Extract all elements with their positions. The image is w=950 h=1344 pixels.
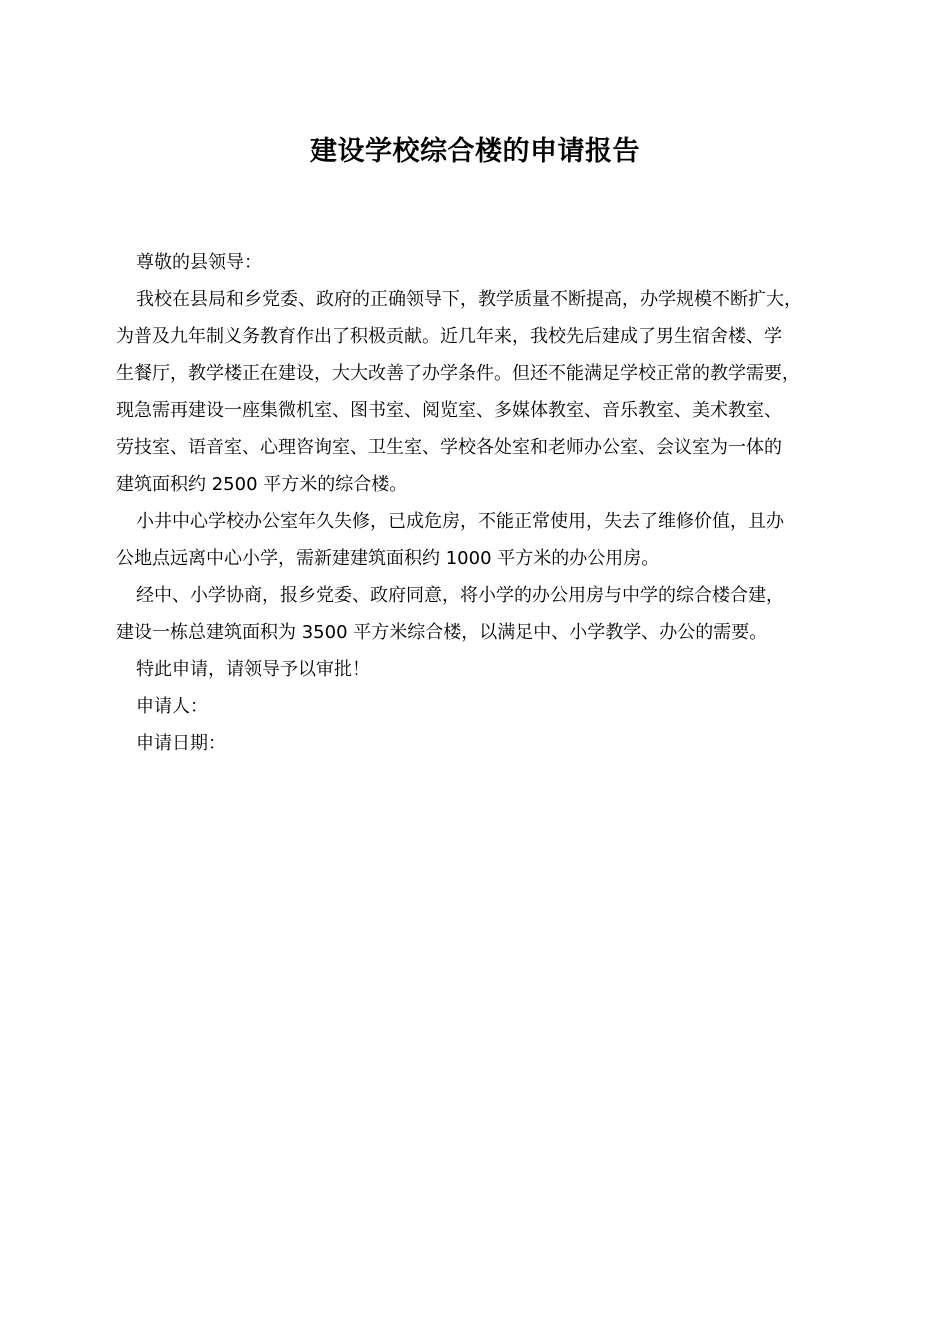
closing-line: 特此申请，请领导予以审批！ bbox=[136, 659, 370, 680]
paragraph-line: 我校在县局和乡党委、政府的正确领导下，教学质量不断提高，办学规模不断扩大， bbox=[136, 289, 802, 310]
paragraph-line: 为普及九年制义务教育作出了积极贡献。近几年来，我校先后建成了男生宿舍楼、学 bbox=[116, 326, 782, 347]
document-title: 建设学校综合楼的申请报告 bbox=[310, 136, 640, 167]
paragraph-line: 劳技室、语音室、心理咨询室、卫生室、学校各处室和老师办公室、会议室为一体的 bbox=[116, 437, 782, 458]
paragraph-2 bbox=[116, 503, 844, 577]
paragraph-3 bbox=[116, 577, 844, 651]
paragraph-line: 经中、小学协商，报乡党委、政府同意，将小学的办公用房与中学的综合楼合建， bbox=[136, 585, 784, 606]
paragraph-line: 现急需再建设一座集微机室、图书室、阅览室、多媒体教室、音乐教室、美术教室、 bbox=[116, 400, 782, 421]
paragraph-line: 公地点远离中心小学，需新建建筑面积约 1000 平方米的办公用房。 bbox=[116, 548, 660, 569]
paragraph-line: 生餐厅，教学楼正在建设，大大改善了办学条件。但还不能满足学校正常的教学需要， bbox=[116, 363, 800, 384]
applicant-label: 申请人： bbox=[136, 696, 208, 717]
salutation: 尊敬的县领导： bbox=[136, 252, 262, 273]
paragraph-1 bbox=[116, 281, 844, 503]
paragraph-line: 小井中心学校办公室年久失修，已成危房，不能正常使用，失去了维修价值，且办 bbox=[136, 511, 784, 532]
document-body bbox=[116, 244, 844, 762]
paragraph-line: 建筑面积约 2500 平方米的综合楼。 bbox=[116, 474, 408, 495]
paragraph-line: 建设一栋总建筑面积为 3500 平方米综合楼，以满足中、小学教学、办公的需要。 bbox=[116, 622, 768, 643]
date-label: 申请日期： bbox=[136, 733, 226, 754]
